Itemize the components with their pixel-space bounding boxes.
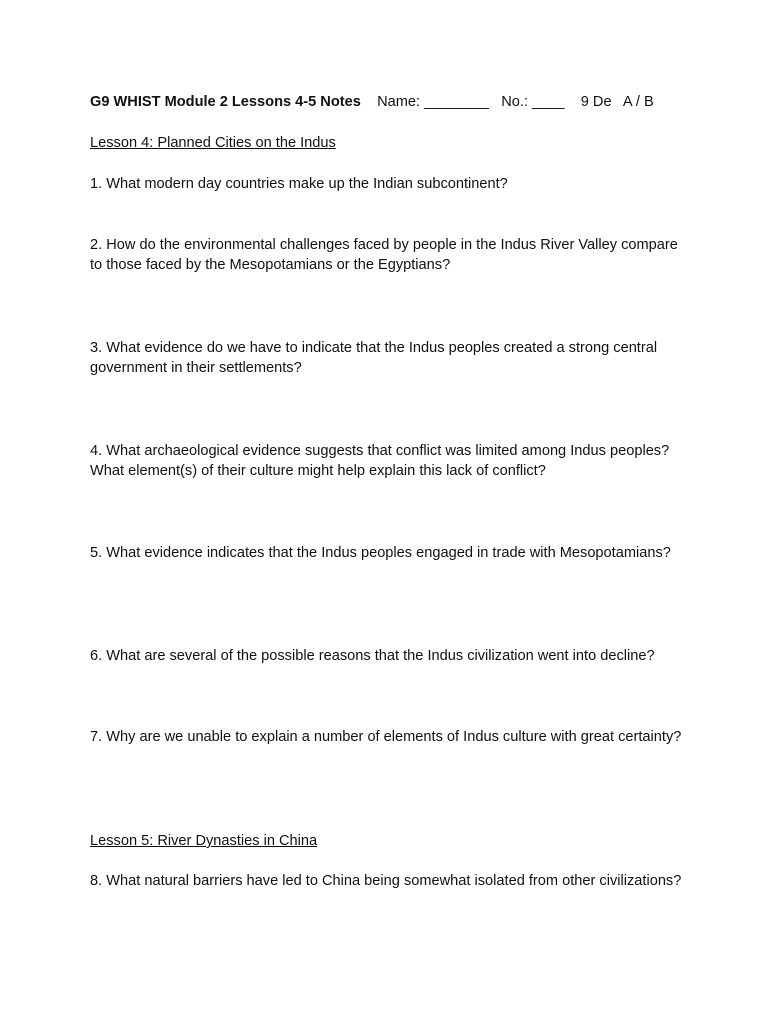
question-4: 4. What archaeological evidence suggests that conflict was limited among Indus peoples? What element(s) of their culture might help explain this lack of conflict? <box>90 443 670 479</box>
question-6: 6. What are several of the possible reasons that the Indus civilization went into decline? <box>90 648 655 664</box>
question-8: 8. What natural barriers have led to China being somewhat isolated from other civilizations? <box>90 873 682 889</box>
class-label: 9 De <box>580 94 612 110</box>
lesson-5-heading: Lesson 5: River Dynasties in China <box>90 833 318 849</box>
question-5: 5. What evidence indicates that the Indus peoples engaged in trade with Mesopotamians? <box>90 545 671 561</box>
group-label: A / B <box>622 94 654 110</box>
name-field-label: Name: ________ <box>377 94 490 110</box>
question-3: 3. What evidence do we have to indicate that the Indus peoples created a strong central government in their settlements? <box>90 340 658 376</box>
question-7: 7. Why are we unable to explain a number of elements of Indus culture with great certainty? <box>90 729 682 745</box>
question-1: 1. What modern day countries make up the Indian subcontinent? <box>90 176 508 192</box>
worksheet-title: G9 WHIST Module 2 Lessons 4-5 Notes <box>90 94 361 110</box>
question-2: 2. How do the environmental challenges faced by people in the Indus River Valley compare to those faced by the Mesopotamians or the Egyptians? <box>90 237 678 273</box>
number-field-label: No.: ____ <box>501 94 565 110</box>
lesson-4-heading: Lesson 4: Planned Cities on the Indus <box>90 135 336 151</box>
worksheet-header <box>90 92 654 112</box>
